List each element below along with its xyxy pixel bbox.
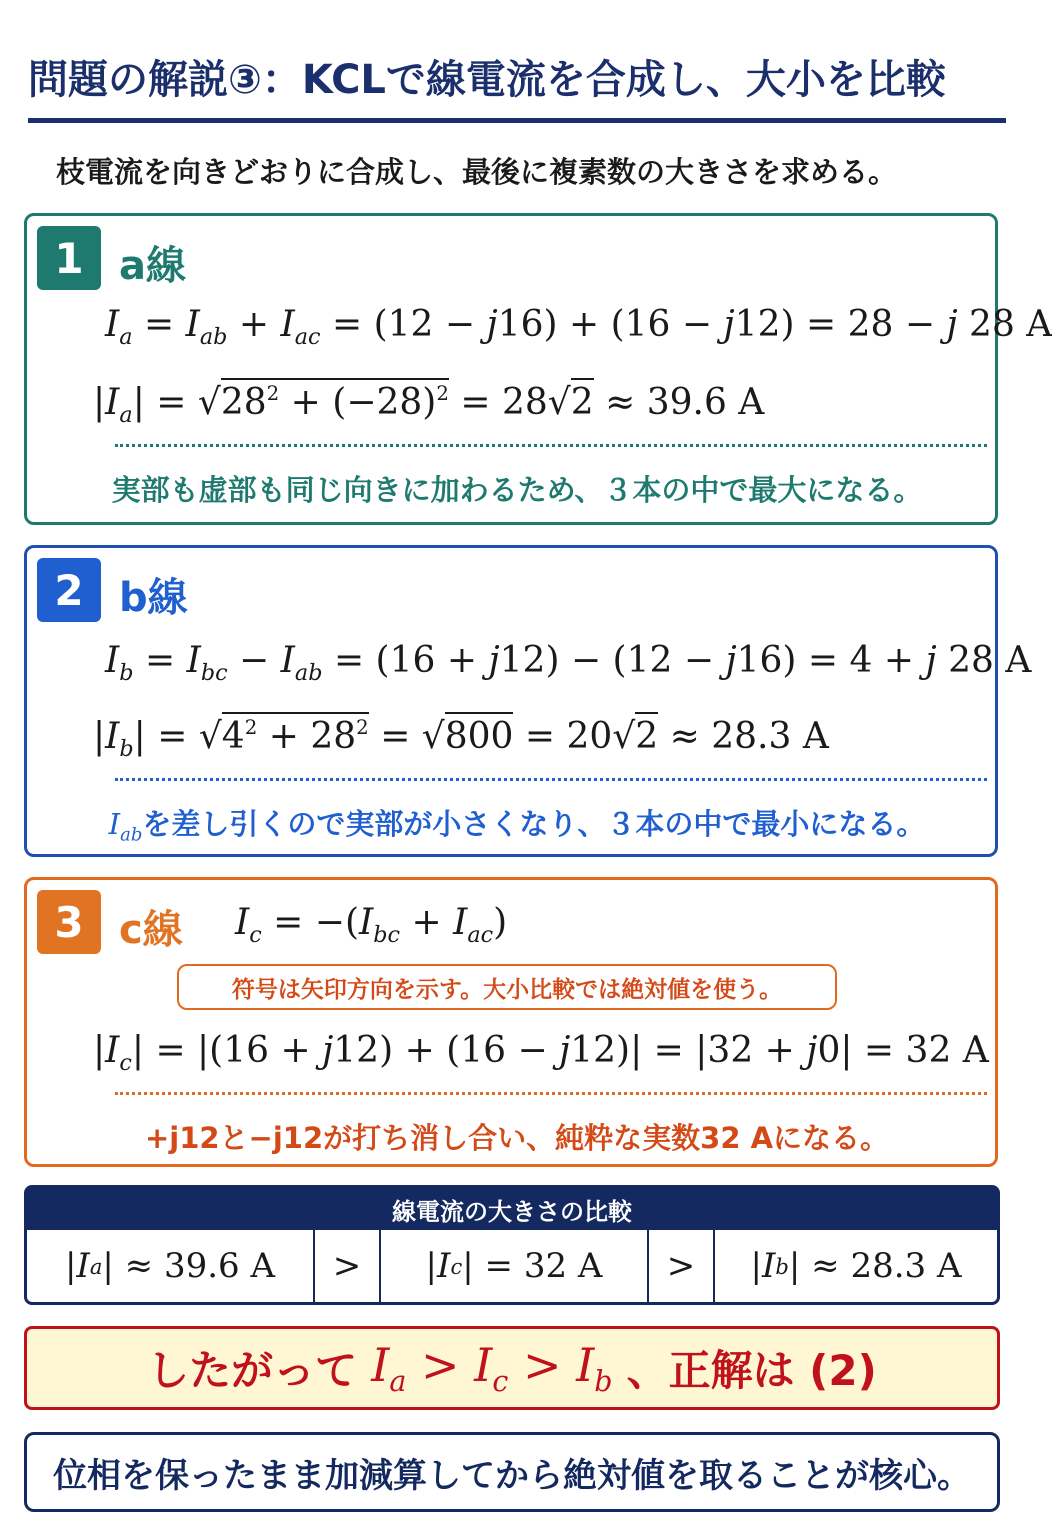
equation-ia-sum: $I_a = I_{ab} + I_{ac} = (12 - j16) + (16 - j12) = 28 - j$ 28 A xyxy=(105,304,1052,350)
page-title: 問題の解説③：KCLで線電流を合成し、大小を比較 xyxy=(28,57,946,103)
title-underline xyxy=(28,118,1006,123)
comparison-cell-ic: | I c | = 32 A xyxy=(381,1230,649,1302)
equation-ia-magnitude: $|I_a| = √28^2 + (-28)^2 = 28√2 \approx 39.6$ A xyxy=(93,382,764,428)
equation-ib-diff: $I_b = I_{bc} - I_{ab} = (16 + j12) - (12 - j16) = 4 + j$ 28 A xyxy=(105,640,1032,686)
page-subtitle: 枝電流を向きどおりに合成し、最後に複素数の大きさを求める。 xyxy=(56,155,898,189)
equation-ib-magnitude: $|I_b| = √4^2 + 28^2 = √800 = 20√2 \approx 28.3$ A xyxy=(93,716,829,762)
note-line-b: $I_{ab}$を差し引くので実部が小さくなり、３本の中で最小になる。 xyxy=(108,807,926,846)
key-point-footer: 位相を保ったまま加減算してから絶対値を取ることが核心。 xyxy=(24,1432,1000,1512)
dotted-divider xyxy=(115,1092,987,1095)
sign-convention-callout: 符号は矢印方向を示す。大小比較では絶対値を使う。 xyxy=(177,964,837,1010)
conclusion-relation: $I_a > I_c > I_b$ xyxy=(371,1338,613,1398)
card-heading-b: b線 xyxy=(119,575,188,621)
comparison-table-header: 線電流の大きさの比較 xyxy=(27,1188,997,1230)
card-heading-c: c線 xyxy=(119,907,183,953)
note-line-c: +j12と−j12が打ち消し合い、純粋な実数32 Aになる。 xyxy=(144,1121,890,1155)
step-badge-3: 3 xyxy=(37,890,101,954)
conclusion-suffix: 、正解は (2) xyxy=(626,1346,877,1395)
dotted-divider xyxy=(115,778,987,781)
note-line-a: 実部も虚部も同じ向きに加わるため、３本の中で最大になる。 xyxy=(111,473,923,507)
dotted-divider xyxy=(115,444,987,447)
comparison-row xyxy=(27,1230,997,1302)
comparison-cell-ib: | I b | ≈ 28.3 A xyxy=(750,1246,962,1286)
conclusion-banner xyxy=(24,1326,1000,1410)
comparison-gt-1: > xyxy=(315,1230,381,1302)
conclusion-prefix: したがって xyxy=(147,1346,358,1395)
comparison-cell-ia: | I a | ≈ 39.6 A xyxy=(27,1230,315,1302)
equation-ic-magnitude: $|I_c| = |(16 + j12) + (16 - j12)| = |32 + j0| = 32$ A xyxy=(93,1030,989,1076)
comparison-table xyxy=(24,1185,1000,1305)
card-line-c xyxy=(24,877,998,1167)
card-heading-a: a線 xyxy=(119,243,186,289)
card-line-b xyxy=(24,545,1032,857)
comparison-gt-2: > xyxy=(649,1230,715,1302)
step-badge-1: 1 xyxy=(37,226,101,290)
step-badge-2: 2 xyxy=(37,558,101,622)
equation-ic-definition: $I_c = -(I_{bc} + I_{ac})$ xyxy=(235,902,508,948)
card-line-a xyxy=(24,213,1052,525)
